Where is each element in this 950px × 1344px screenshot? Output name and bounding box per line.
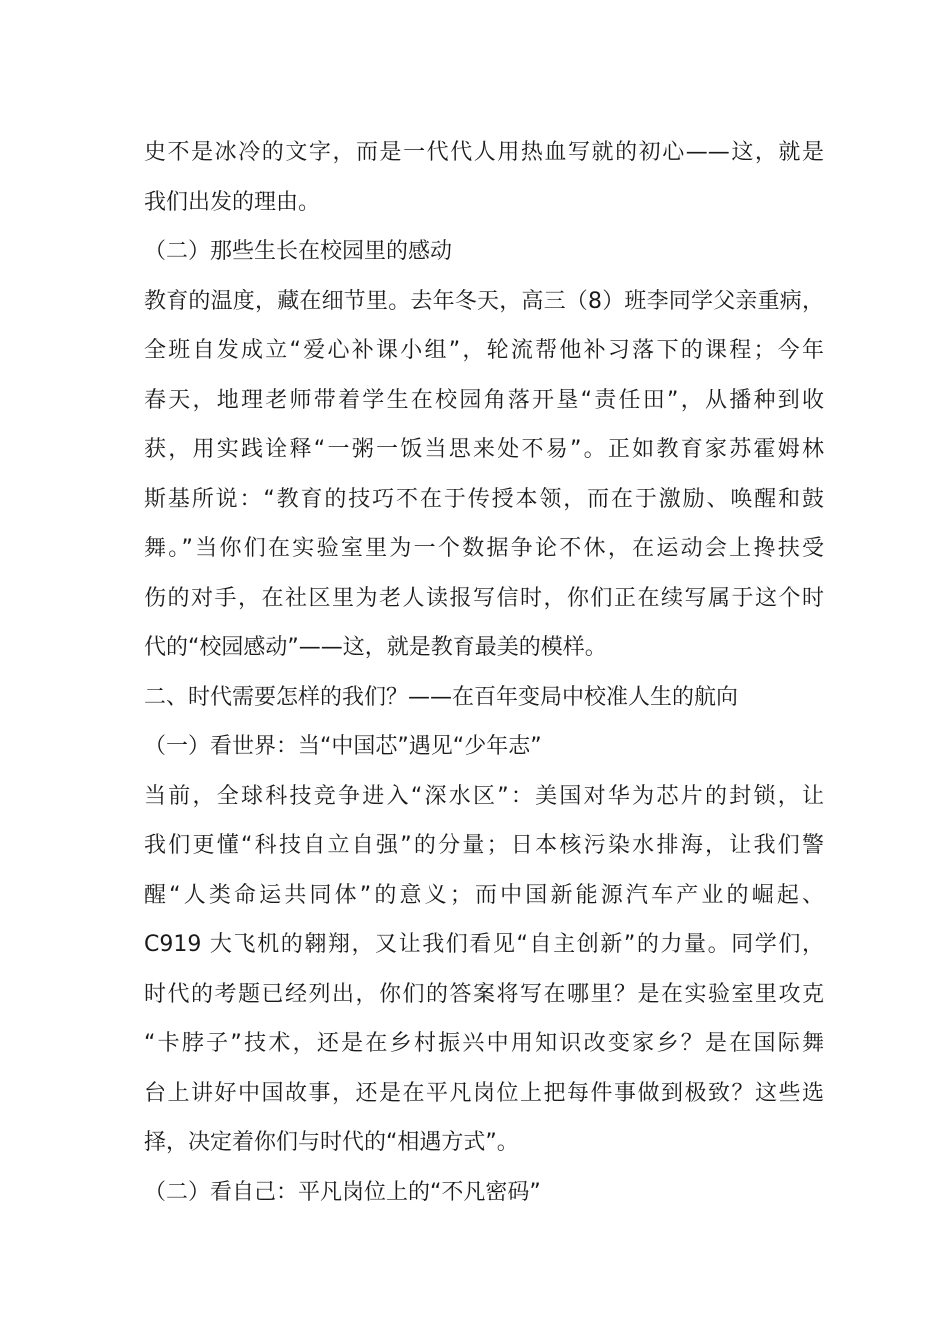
paragraph-line: 获，用实践诠释“一粥一饭当思来处不易”。正如教育家苏霍姆林 <box>144 437 824 462</box>
paragraph-line: 我们更懂“科技自立自强”的分量；日本核污染水排海，让我们警 <box>144 833 824 858</box>
paragraph-line: 台上讲好中国故事，还是在平凡岗位上把每件事做到极致？这些选 <box>144 1080 824 1106</box>
chapter-heading: 二、时代需要怎样的我们？——在百年变局中校准人生的航向 <box>144 684 739 710</box>
paragraph-line: 代的“校园感动”——这，就是教育最美的模样。 <box>144 635 607 660</box>
paragraph-line: “卡脖子”技术，还是在乡村振兴中用知识改变家乡？是在国际舞 <box>144 1031 824 1056</box>
paragraph-line: 时代的考题已经列出，你们的答案将写在哪里？是在实验室里攻克 <box>144 981 824 1007</box>
paragraph-line: 春天，地理老师带着学生在校园角落开垦“责任田”，从播种到收 <box>144 387 824 413</box>
paragraph-line: 史不是冰冷的文字，而是一代代人用热血写就的初心——这，就是 <box>144 140 824 165</box>
paragraph-line: 择，决定着你们与时代的“相遇方式”。 <box>144 1130 519 1155</box>
section-heading: （二）那些生长在校园里的感动 <box>144 239 453 264</box>
paragraph-line: 当前，全球科技竞争进入“深水区”：美国对华为芯片的封锁，让 <box>144 783 824 809</box>
paragraph-line: 舞。”当你们在实验室里为一个数据争论不休，在运动会上搀扶受 <box>144 536 824 561</box>
section-heading: （一）看世界：当“中国芯”遇见“少年志” <box>144 734 542 759</box>
paragraph-line: 斯基所说：“教育的技巧不在于传授本领，而在于激励、唤醒和鼓 <box>144 486 824 512</box>
paragraph-line: 全班自发成立“爱心补课小组”，轮流帮他补习落下的课程；今年 <box>144 338 824 363</box>
body-text <box>144 128 824 1217</box>
paragraph-line: 我们出发的理由。 <box>144 189 321 215</box>
section-heading: （二）看自己：平凡岗位上的“不凡密码” <box>144 1179 541 1205</box>
paragraph-line: 醒“人类命运共同体”的意义；而中国新能源汽车产业的崛起、 <box>144 882 824 908</box>
paragraph-line: C919 大飞机的翱翔，又让我们看见“自主创新”的力量。同学们， <box>144 932 824 957</box>
paragraph-line: 教育的温度，藏在细节里。去年冬天，高三（8）班李同学父亲重病， <box>144 288 824 314</box>
paragraph-line: 伤的对手，在社区里为老人读报写信时，你们正在续写属于这个时 <box>144 585 824 611</box>
